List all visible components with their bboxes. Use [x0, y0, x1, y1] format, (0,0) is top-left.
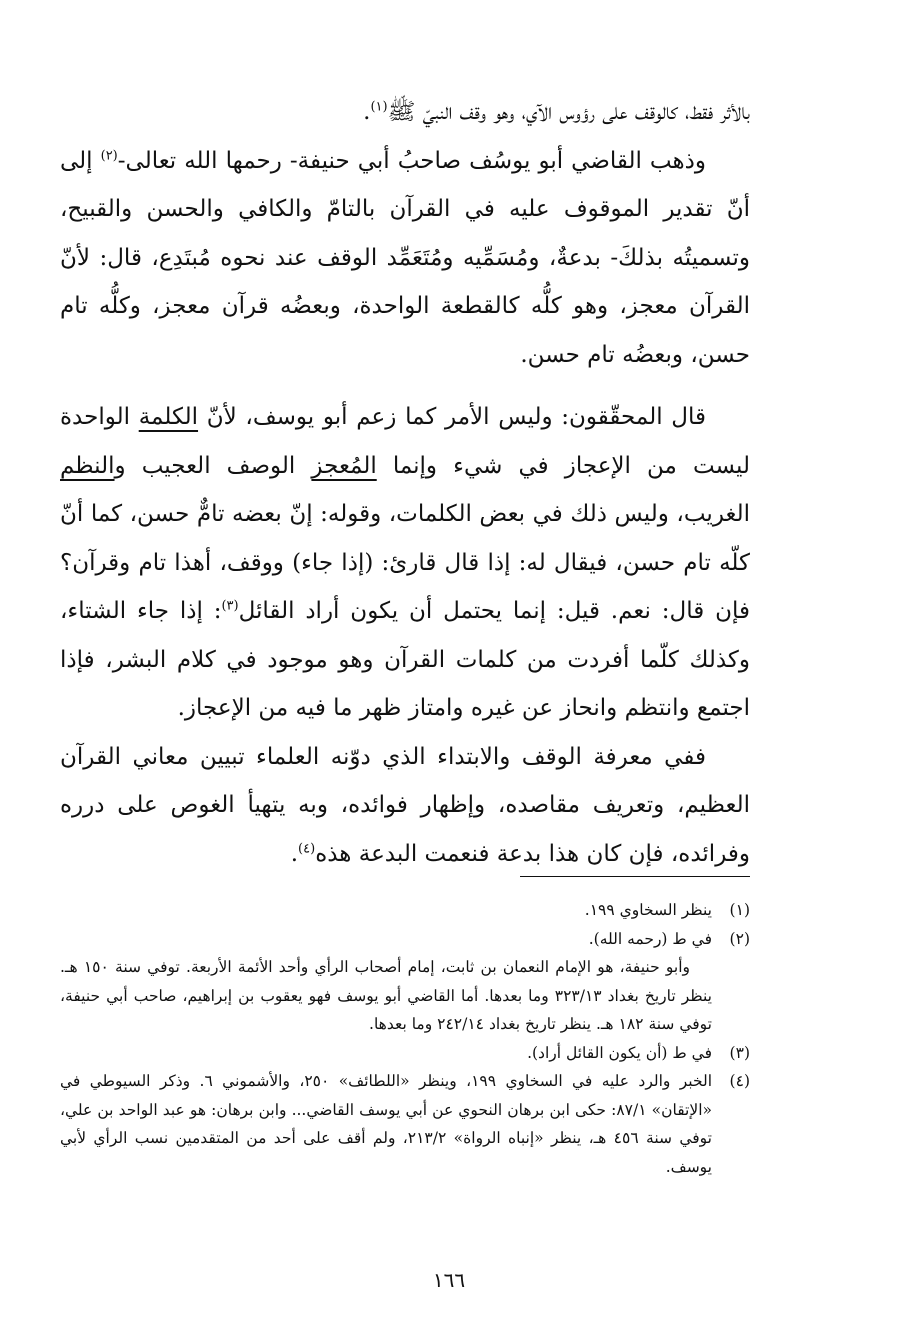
main-text	[60, 88, 750, 878]
paragraph-2-text: وذهب القاضي أبو يوسُف صاحبُ أبي حنيفة- رحمها الله تعالى-	[117, 147, 706, 174]
paragraph-4-end: .	[290, 840, 299, 867]
footnote-text: الخبر والرد عليه في السخاوي ١٩٩، وينظر «اللطائف» ٢٥٠، والأشموني ٦. وذكر السيوطي في «الإتقان» ٨٧/١: حكى ابن برهان النحوي عن أبي يوسف القاضي... وابن برهان: هو عبد الواحد بن علي، توفي سنة ٤٥٦ هـ، ينظر «إنباه الرواة» ٢١٣/٢، ولم أقف على أحد من المتقدمين نسب الرأي لأبي يوسف.	[60, 1072, 713, 1176]
underlined-word-kalima: الكلمة	[138, 404, 199, 430]
footnote-separator	[520, 876, 750, 877]
footnote-text: في ط (رحمه الله).	[588, 929, 712, 948]
footnote-text: ينظر السخاوي ١٩٩.	[584, 901, 712, 919]
paragraph-3-part-4: الغريب، وليس ذلك في بعض الكلمات، وقوله: إنّ بعضه تامٌّ حسن، كما أنّ كلّه تام حسن، فيقال له: إذا قال قارئ: (إذا جاء) ووقف، أهذا تام وقرآن؟ فإن قال: نعم. قيل: إنما يحتمل أن يكون أراد القائل	[60, 501, 750, 624]
footnote-number: (١)	[729, 901, 750, 919]
paragraph-3-part-3: الوصف العجيب و	[114, 452, 312, 479]
underlined-word-muejiz: المُعجز	[311, 452, 377, 479]
footnote-3	[60, 1039, 750, 1068]
paragraph-2	[60, 137, 750, 380]
paragraph-3-part-5: : إذا جاء الشتاء، وكذلك كلّما أفردت من كلمات القرآن وهو موجود في كلام البشر، فإذا اجتمع وانتظم وانحاز عن غيره وامتاز ظهر ما فيه من الإعجاز.	[60, 598, 750, 721]
paragraph-4-text: ففي معرفة الوقف والابتداء الذي دوّنه العلماء تبيين معاني القرآن العظيم، وتعريف مقاصده، وإظهار فوائده، وبه يتهيأ الغوص على درره وفرائده، فإن كان هذا بدعة فنعمت البدعة هذه	[60, 743, 750, 867]
paragraph-3	[60, 393, 750, 733]
footnote-ref-3[interactable]: (٣)	[221, 598, 239, 614]
underlined-word-nazm: النظم	[60, 452, 115, 479]
footnote-ref-2[interactable]: (٢)	[100, 147, 118, 163]
paragraph-1-end: .	[363, 99, 371, 125]
footnotes	[60, 896, 750, 1181]
footnote-number: (٤)	[729, 1072, 750, 1090]
footnote-ref-1[interactable]: (١)	[370, 99, 388, 115]
paragraph-3-part-2: الواحدة ليست من الإعجاز في شيء وإنما	[60, 404, 751, 479]
paragraph-1	[60, 88, 750, 137]
page-number: ١٦٦	[432, 1268, 466, 1292]
footnote-1	[60, 896, 750, 925]
footnote-2-continuation: وأبو حنيفة، هو الإمام النعمان بن ثابت، إمام أصحاب الرأي وأحد الأئمة الأربعة. توفي سنة ١٥٠ هـ. ينظر تاريخ بغداد ٣٢٣/١٣ وما بعدها. أما القاضي أبو يوسف فهو يعقوب بن إبراهيم، صاحب أبي حنيفة، توفي سنة ١٨٢ هـ. ينظر تاريخ بغداد ٢٤٢/١٤ وما بعدها.	[60, 958, 712, 1033]
footnote-4	[60, 1067, 750, 1181]
footnote-number: (٣)	[729, 1043, 750, 1062]
paragraph-2-rest: إلى أنّ تقدير الموقوف عليه في القرآن بالتامّ والكافي والحسن والقبيح، وتسميتُه بذلكَ- بدعةٌ، ومُسَمِّيه ومُتَعَمِّد الوقف عند نحوه مُبتَدِع، قال: لأنّ القرآن معجز، وهو كلُّه كالقطعة الواحدة، وبعضُه قرآن معجز، وكلُّه تام حسن، وبعضُه تام حسن.	[60, 147, 750, 368]
footnote-2	[60, 925, 750, 954]
footnote-ref-4[interactable]: (٤)	[298, 840, 316, 856]
paragraph-4	[60, 733, 750, 879]
footnote-number: (٢)	[729, 929, 750, 948]
paragraph-1-text: بالأثر فقط، كالوقف على رؤوس الآي، وهو وقف النبيّ ﷺ	[387, 99, 750, 125]
paragraph-3-part-1: قال المحقّقون: وليس الأمر كما زعم أبو يوسف، لأنّ	[198, 404, 706, 430]
footnote-text: في ط (أن يكون القائل أراد).	[527, 1043, 712, 1062]
